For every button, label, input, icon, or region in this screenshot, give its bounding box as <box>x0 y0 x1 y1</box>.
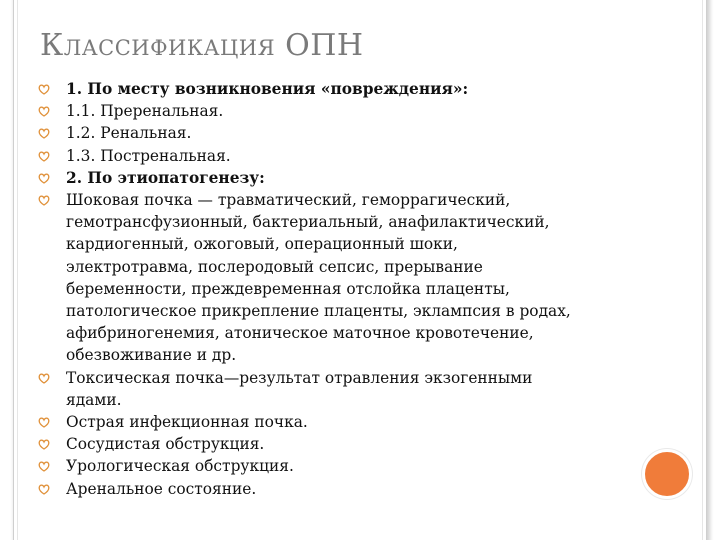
list-item-text: 1.2. Ренальная. <box>66 124 192 143</box>
fleuron-bullet-icon <box>38 483 50 495</box>
list-item <box>38 100 698 122</box>
list-item-text: 1.3. Постренальная. <box>66 146 231 165</box>
fleuron-bullet-icon <box>38 438 50 450</box>
list-item <box>38 455 698 477</box>
list-item-text: Шоковая почка — травматический, геморрагический, гемотрансфузионный, бактериальный, анафилактический, кардиогенный, ожоговый, операционный шоки, электротравма, послеродовый сепсис, прерывание беременности, преждевременная отслойка плаценты, патологическое прикрепление плаценты, эклампсия в родах, афибриногенемия, атоническое маточное кровотечение, обезвоживание и др. <box>66 191 571 365</box>
list-item-text: Аренальное состояние. <box>66 479 257 498</box>
fleuron-bullet-icon <box>38 372 50 384</box>
list-item <box>38 411 698 433</box>
list-item <box>38 478 698 500</box>
decorative-orange-circle <box>642 449 692 499</box>
fleuron-bullet-icon <box>38 172 50 184</box>
list-item-text: Сосудистая обструкция. <box>66 435 265 454</box>
list-item <box>38 189 698 367</box>
list-item-text: 2. По этиопатогенезу: <box>66 168 265 187</box>
list-item-text: Токсическая почка—результат отравления экзогенными ядами. <box>66 368 533 409</box>
fleuron-bullet-icon <box>38 460 50 472</box>
list-item <box>38 167 698 189</box>
list-item <box>38 122 698 144</box>
list-item-text: Острая инфекционная почка. <box>66 413 308 432</box>
list-item-text: Урологическая обструкция. <box>66 457 294 476</box>
list-item-text: 1. По месту возникновения «повреждения»: <box>66 80 469 98</box>
fleuron-bullet-icon <box>38 127 50 139</box>
slide-title: Классификация ОПН <box>40 28 364 63</box>
fleuron-bullet-icon <box>38 416 50 428</box>
list-item <box>38 367 698 411</box>
list-item <box>38 433 698 455</box>
bullet-list <box>38 78 698 500</box>
fleuron-bullet-icon <box>38 150 50 162</box>
list-item-text: 1.1. Преренальная. <box>66 102 224 121</box>
fleuron-bullet-icon <box>38 194 50 206</box>
list-item <box>38 78 698 100</box>
fleuron-bullet-icon <box>38 105 50 117</box>
fleuron-bullet-icon <box>38 83 50 95</box>
list-item <box>38 145 698 167</box>
